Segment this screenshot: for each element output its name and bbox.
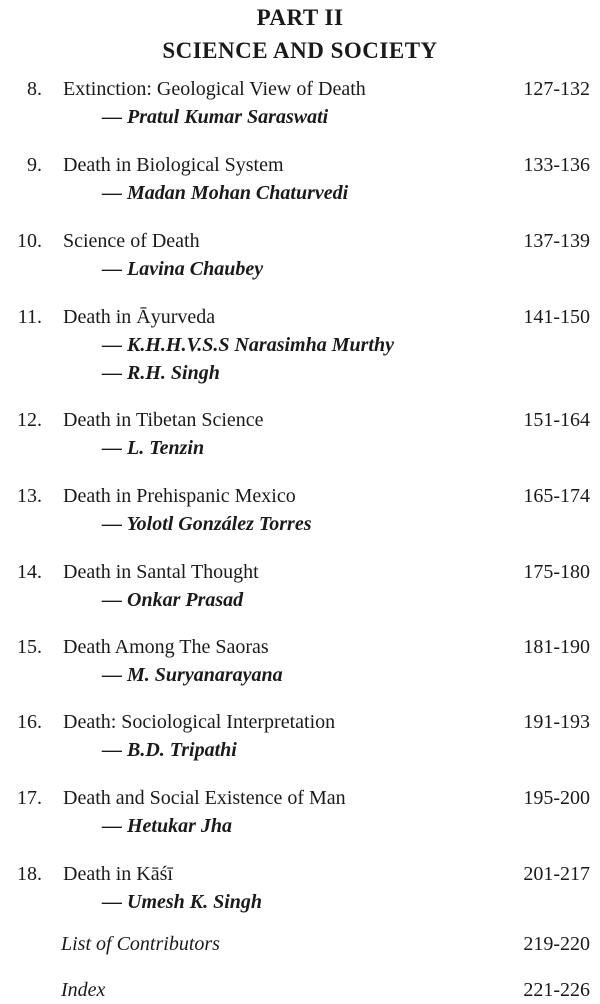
chapter-number: 12.: [17, 409, 42, 431]
author-list: [102, 510, 311, 538]
author-list: [102, 331, 394, 387]
chapter-number: 9.: [27, 154, 42, 176]
chapter-title: Death: Sociological Interpretation: [63, 711, 336, 733]
chapter-title: Science of Death: [63, 230, 200, 252]
chapter-number: 13.: [17, 485, 42, 507]
author-list: [102, 736, 237, 764]
chapter-number: 10.: [17, 230, 42, 252]
page-range: 201-217: [523, 863, 590, 885]
chapter-number: 16.: [17, 711, 42, 733]
author-name: — Lavina Chaubey: [102, 258, 264, 280]
author-name: — Yolotl González Torres: [102, 513, 312, 535]
chapter-title: Death in Tibetan Science: [63, 409, 264, 431]
author-name: — Pratul Kumar Saraswati: [102, 106, 329, 128]
author-name: — Umesh K. Singh: [102, 891, 263, 913]
chapter-title: Death in Biological System: [63, 154, 284, 176]
back-matter-label: Index: [61, 979, 106, 1001]
page-range: 133-136: [523, 154, 590, 176]
page-range: 137-139: [523, 230, 590, 252]
author-list: [102, 255, 263, 283]
chapter-title: Death and Social Existence of Man: [63, 787, 346, 809]
chapter-title: Death in Santal Thought: [63, 561, 259, 583]
section-heading: SCIENCE AND SOCIETY: [162, 38, 438, 63]
chapter-title: Death in Prehispanic Mexico: [63, 485, 296, 507]
author-name: — K.H.H.V.S.S Narasimha Murthy: [102, 334, 394, 356]
page-range: 141-150: [523, 306, 590, 328]
author-name: — B.D. Tripathi: [102, 739, 237, 761]
page-range: 127-132: [523, 78, 590, 100]
page-range: 195-200: [523, 787, 590, 809]
author-name: — L. Tenzin: [102, 437, 205, 459]
author-list: [102, 812, 232, 840]
author-list: [102, 179, 348, 207]
author-name: — Hetukar Jha: [102, 815, 233, 837]
chapter-number: 17.: [17, 787, 42, 809]
author-list: [102, 434, 204, 462]
chapter-title: Extinction: Geological View of Death: [63, 78, 366, 100]
chapter-number: 11.: [17, 306, 42, 328]
part-heading: PART II: [256, 5, 344, 30]
author-name: — M. Suryanarayana: [102, 664, 283, 686]
back-matter-label: List of Contributors: [61, 933, 220, 955]
chapter-number: 8.: [27, 78, 42, 100]
chapter-number: 14.: [17, 561, 42, 583]
page-range: 221-226: [523, 979, 590, 1001]
author-name: — Onkar Prasad: [102, 589, 244, 611]
page-range: 219-220: [523, 933, 590, 955]
author-list: [102, 103, 328, 131]
page-range: 191-193: [523, 711, 590, 733]
page-range: 181-190: [523, 636, 590, 658]
author-list: [102, 661, 283, 689]
author-list: [102, 888, 262, 916]
chapter-number: 18.: [17, 863, 42, 885]
chapter-title: Death Among The Saoras: [63, 636, 269, 658]
author-name: — R.H. Singh: [102, 362, 220, 384]
author-name: — Madan Mohan Chaturvedi: [102, 182, 349, 204]
page-range: 151-164: [523, 409, 590, 431]
chapter-number: 15.: [17, 636, 42, 658]
chapter-title: Death in Kāśī: [63, 863, 173, 885]
page-range: 175-180: [523, 561, 590, 583]
author-list: [102, 586, 243, 614]
chapter-title: Death in Āyurveda: [63, 306, 216, 328]
page-range: 165-174: [523, 485, 590, 507]
